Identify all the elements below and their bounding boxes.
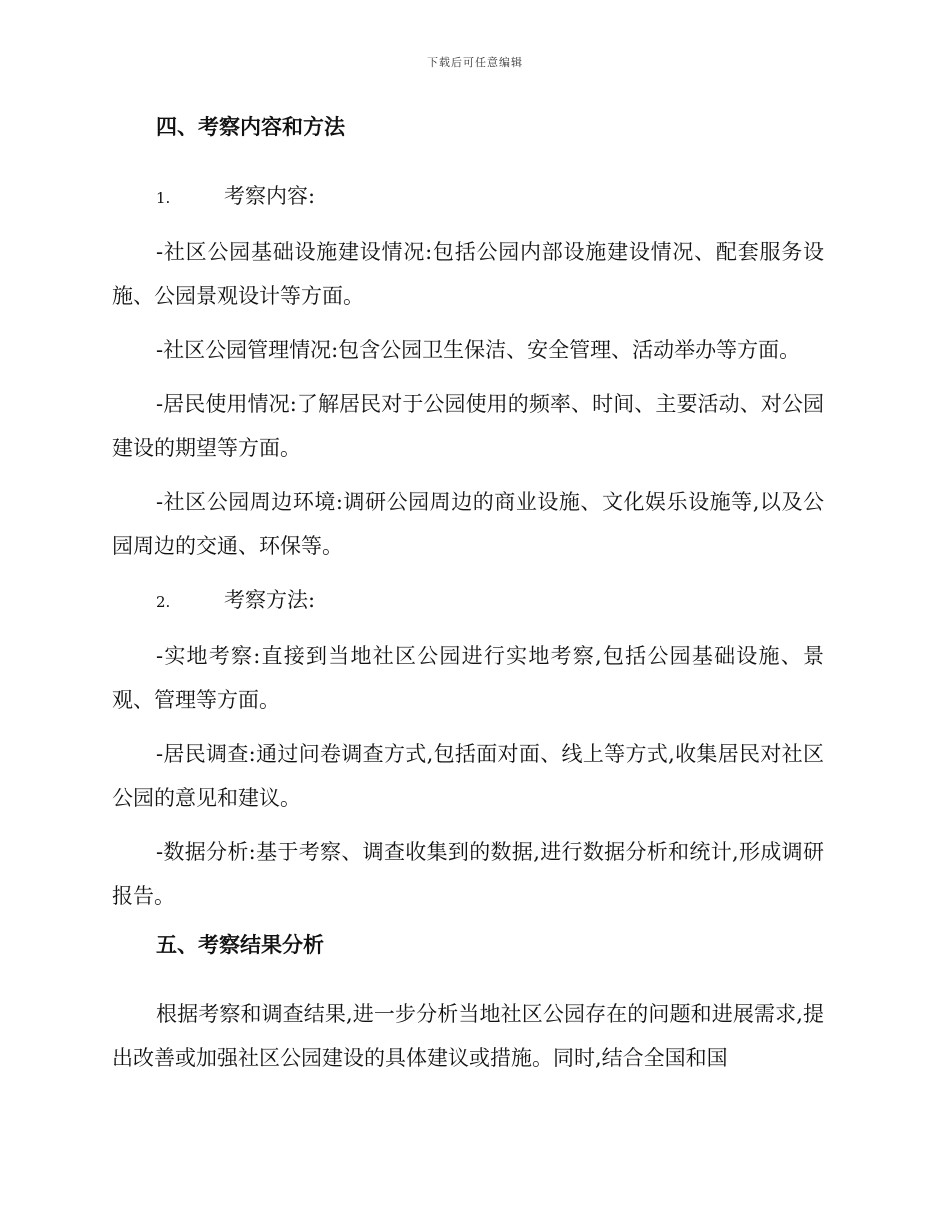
document-body bbox=[112, 110, 824, 1090]
content-point: -社区公园管理情况:包含公园卫生保洁、安全管理、活动举办等方面。 bbox=[156, 338, 801, 362]
method-point: -数据分析:基于考察、调查收集到的数据,进行数据分析和统计,形成调研报告。 bbox=[112, 840, 824, 908]
numbered-item-1 bbox=[156, 174, 824, 220]
page-header-note: 下载后可任意编辑 bbox=[427, 56, 523, 69]
content-point: -社区公园基础设施建设情况:包括公园内部设施建设情况、配套服务设施、公园景观设计等方面。 bbox=[112, 240, 824, 308]
item-number: 2. bbox=[156, 593, 171, 611]
content-point: -居民使用情况:了解居民对于公园使用的频率、时间、主要活动、对公园建设的期望等方面。 bbox=[112, 392, 824, 460]
method-point: -实地考察:直接到当地社区公园进行实地考察,包括公园基础设施、景观、管理等方面。 bbox=[112, 644, 824, 712]
numbered-item-2 bbox=[156, 578, 824, 624]
content-point: -社区公园周边环境:调研公园周边的商业设施、文化娱乐设施等,以及公园周边的交通、环保等。 bbox=[112, 490, 824, 558]
body-paragraph: 根据考察和调查结果,进一步分析当地社区公园存在的问题和进展需求,提出改善或加强社区公园建设的具体建议或措施。同时,结合全国和国 bbox=[112, 1002, 824, 1070]
item-label: 考察内容: bbox=[224, 184, 316, 208]
item-number: 1. bbox=[156, 189, 171, 207]
method-point: -居民调查:通过问卷调查方式,包括面对面、线上等方式,收集居民对社区公园的意见和建议。 bbox=[112, 742, 824, 810]
section-4-heading: 四、考察内容和方法 bbox=[156, 114, 345, 139]
item-label: 考察方法: bbox=[224, 588, 316, 612]
section-5-heading: 五、考察结果分析 bbox=[156, 932, 324, 957]
